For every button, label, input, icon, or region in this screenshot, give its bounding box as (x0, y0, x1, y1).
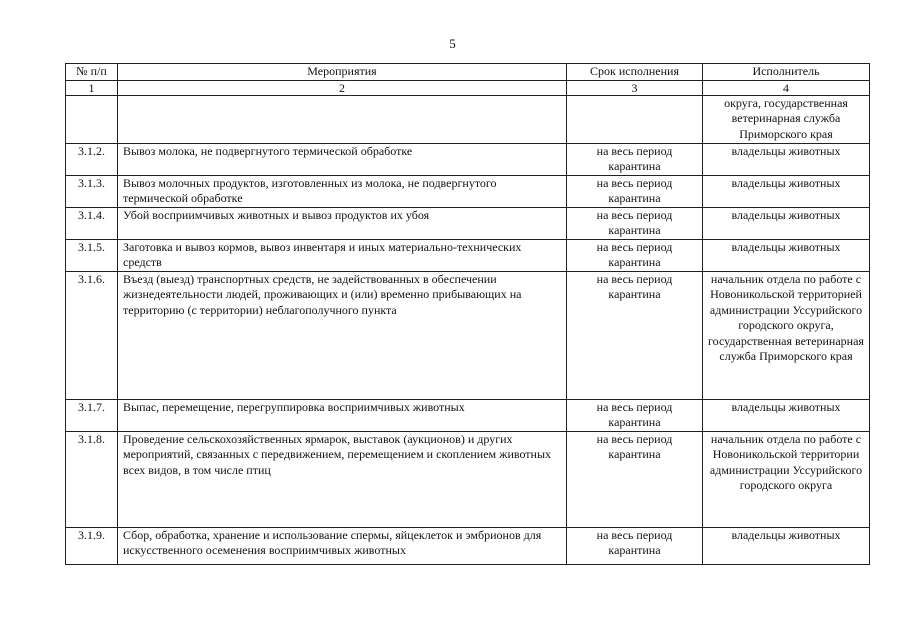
table-row (66, 271, 870, 399)
column-number: 1 (66, 80, 118, 95)
row-term: на весь период карантина (567, 271, 703, 399)
row-executor: владельцы животных (703, 143, 870, 175)
row-number: 3.1.7. (66, 399, 118, 431)
row-measure: Заготовка и вывоз кормов, вывоз инвентаря и иных материально-технических средств (118, 239, 567, 271)
row-number (66, 95, 118, 143)
row-executor: владельцы животных (703, 207, 870, 239)
table-row (66, 431, 870, 527)
table-row (66, 239, 870, 271)
column-number-row (66, 80, 870, 95)
column-number: 2 (118, 80, 567, 95)
row-number: 3.1.2. (66, 143, 118, 175)
table-row (66, 95, 870, 143)
table-body (66, 95, 870, 564)
row-measure: Убой восприимчивых животных и вывоз продуктов их убоя (118, 207, 567, 239)
row-term: на весь период карантина (567, 239, 703, 271)
header-number: № п/п (66, 64, 118, 81)
row-measure: Вывоз молока, не подвергнутого термической обработке (118, 143, 567, 175)
row-executor: владельцы животных (703, 175, 870, 207)
header-term: Срок исполнения (567, 64, 703, 81)
row-term: на весь период карантина (567, 207, 703, 239)
row-number: 3.1.6. (66, 271, 118, 399)
row-number: 3.1.9. (66, 527, 118, 564)
row-measure: Сбор, обработка, хранение и использование спермы, яйцеклеток и эмбрионов для искусственного осеменения восприимчивых животных (118, 527, 567, 564)
row-measure: Выпас, перемещение, перегруппировка восприимчивых животных (118, 399, 567, 431)
row-number: 3.1.5. (66, 239, 118, 271)
header-executor: Исполнитель (703, 64, 870, 81)
row-term: на весь период карантина (567, 143, 703, 175)
measures-table (65, 63, 870, 565)
row-measure (118, 95, 567, 143)
table-row (66, 399, 870, 431)
header-measures: Мероприятия (118, 64, 567, 81)
row-term: на весь период карантина (567, 399, 703, 431)
row-measure: Проведение сельскохозяйственных ярмарок, выставок (аукционов) и других мероприятий, связанных с передвижением, перемещением и скоплением животных всех видов, в том числе птиц (118, 431, 567, 527)
row-measure: Вывоз молочных продуктов, изготовленных из молока, не подвергнутого термической обработке (118, 175, 567, 207)
row-executor: начальник отдела по работе с Новоникольской территории администрации Уссурийского городского округа (703, 431, 870, 527)
row-term (567, 95, 703, 143)
row-term: на весь период карантина (567, 431, 703, 527)
row-number: 3.1.4. (66, 207, 118, 239)
row-term: на весь период карантина (567, 527, 703, 564)
table-row (66, 527, 870, 564)
table-header-row (66, 64, 870, 81)
row-executor: владельцы животных (703, 239, 870, 271)
table-row (66, 175, 870, 207)
row-executor: начальник отдела по работе с Новоникольской территорией администрации Уссурийского городского округа, государственная ветеринарная служба Приморского края (703, 271, 870, 399)
row-measure: Въезд (выезд) транспортных средств, не задействованных в обеспечении жизнедеятельности людей, проживающих и (или) временно прибывающих на территорию (с территории) неблагополучного пункта (118, 271, 567, 399)
table-row (66, 207, 870, 239)
column-number: 3 (567, 80, 703, 95)
table-row (66, 143, 870, 175)
page-number: 5 (449, 36, 456, 51)
column-number: 4 (703, 80, 870, 95)
row-number: 3.1.3. (66, 175, 118, 207)
row-term: на весь период карантина (567, 175, 703, 207)
row-executor: владельцы животных (703, 399, 870, 431)
row-executor: владельцы животных (703, 527, 870, 564)
row-executor: округа, государственная ветеринарная служба Приморского края (703, 95, 870, 143)
row-number: 3.1.8. (66, 431, 118, 527)
